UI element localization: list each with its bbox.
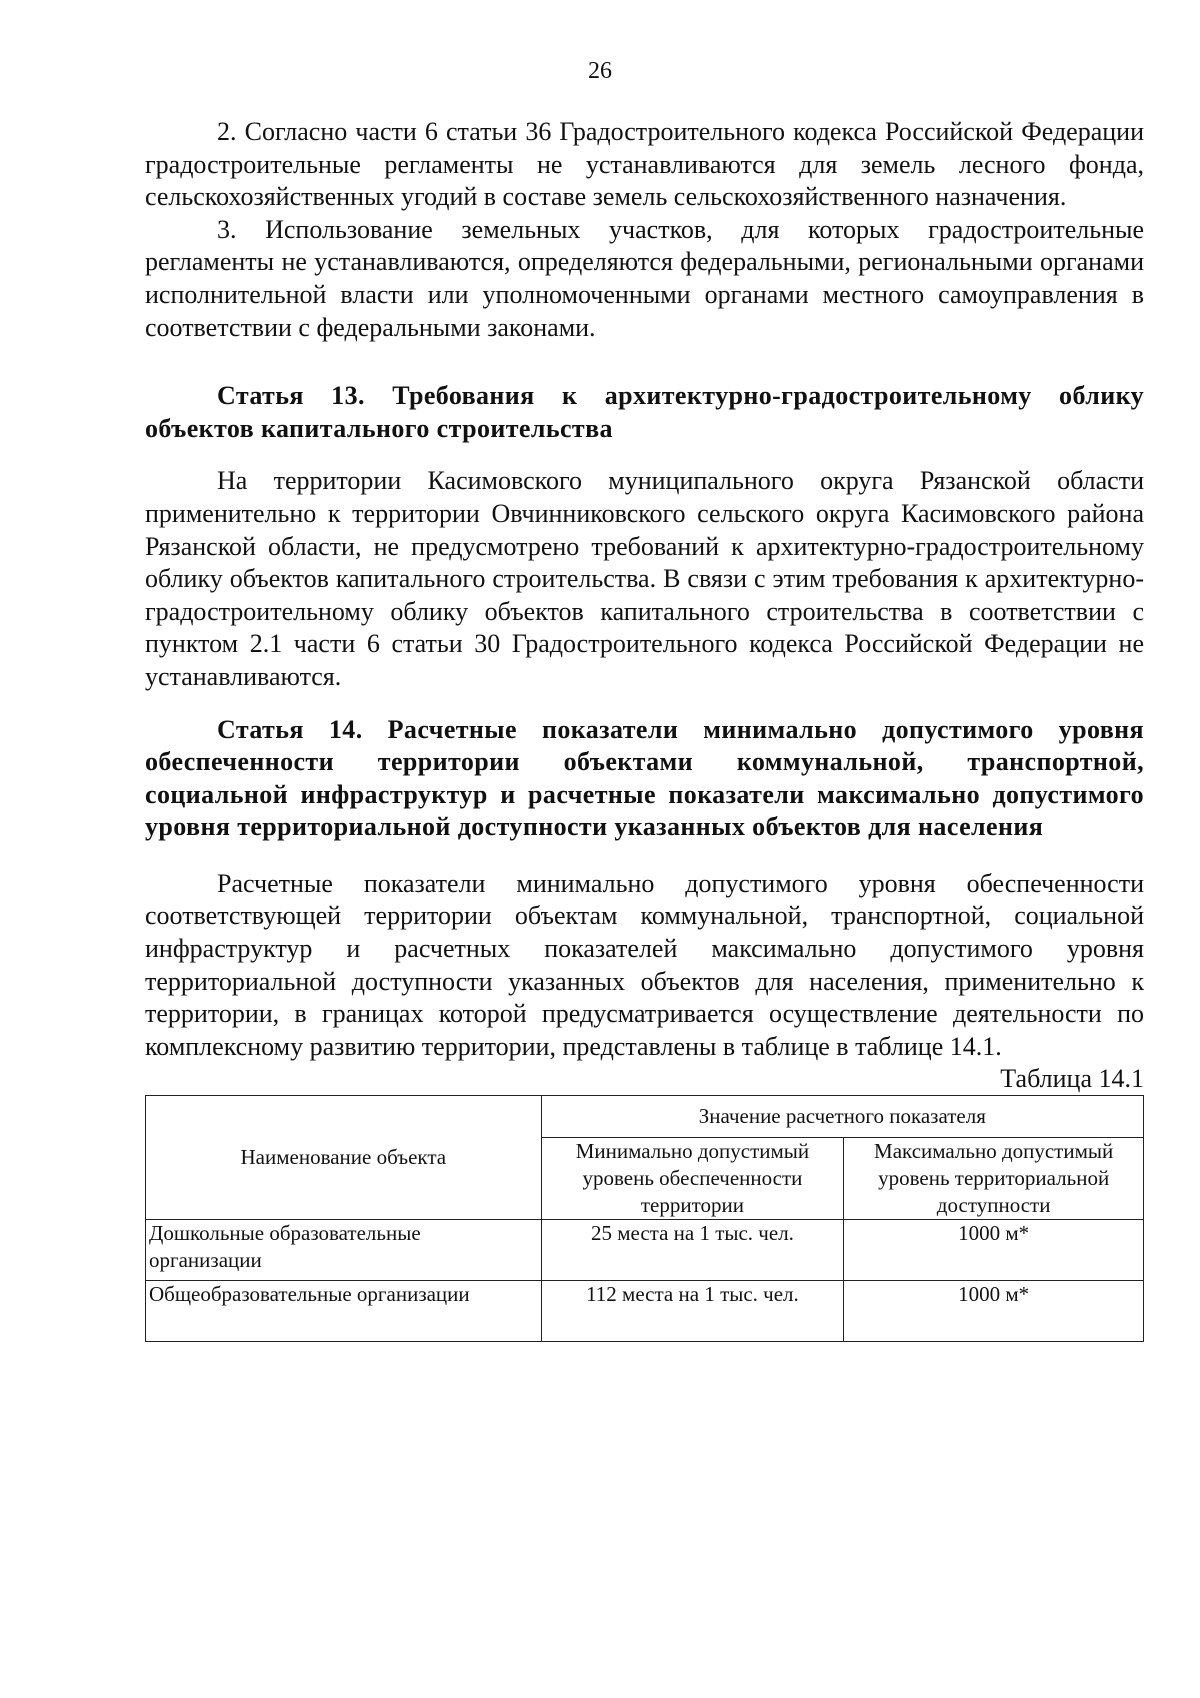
paragraph-2: 2. Согласно части 6 статьи 36 Градостроительного кодекса Российской Федерации градостроительные регламенты не устанавливаются для земель лесного фонда, сельскохозяйственных угодий в составе земель сельскохозяйственного назначения. [145,117,1144,212]
cell-min-value: 25 места на 1 тыс. чел. [541,1220,844,1281]
document-body [145,116,1144,1342]
paragraph-3: 3. Использование земельных участков, для которых градостроительные регламенты не устанавливаются, определяются федеральными, региональными органами исполнительной власти или уполномоченными органами местного самоуправления в соответствии с федеральными законами. [145,214,1144,342]
article-14-heading: Статья 14. Расчетные показатели минимально допустимого уровня обеспеченности территории объектами коммунальной, транспортной, социальной инфраструктур и расчетные показатели максимально допустимого уровня территориальной доступности указанных объектов для населения [145,714,1144,842]
cell-object-name: Дошкольные образовательные организации [146,1220,542,1281]
indicators-table [145,1095,1144,1342]
header-max-level: Максимально допустимый уровень территориальной доступности [844,1138,1144,1220]
cell-object-name: Общеобразовательные организации [146,1281,542,1342]
cell-min-value: 112 места на 1 тыс. чел. [541,1281,844,1342]
header-min-level: Минимально допустимый уровень обеспеченности территории [541,1138,844,1220]
article-13-heading: Статья 13. Требования к архитектурно-градостроительному облику объектов капитального строительства [145,381,1144,443]
cell-max-value: 1000 м* [844,1281,1144,1342]
table-caption: Таблица 14.1 [1000,1064,1144,1094]
table-header-row [146,1096,1144,1138]
cell-max-value: 1000 м* [844,1220,1144,1281]
header-object-name: Наименование объекта [146,1096,542,1220]
page-number: 26 [588,58,612,84]
table-row [146,1220,1144,1281]
table-row [146,1281,1144,1342]
article-14-text: Расчетные показатели минимально допустимого уровня обеспеченности соответствующей территории объектам коммунальной, транспортной, социальной инфраструктур и расчетных показателей максимально допустимого уровня территориальной доступности указанных объектов для населения, применительно к территории, в границах которой предусматривается осуществление деятельности по комплексному развитию территории, представлены в таблице в таблице 14.1. [145,868,1144,1061]
article-13-text: На территории Касимовского муниципального округа Рязанской области применительно к территории Овчинниковского сельского округа Касимовского района Рязанской области, не предусмотрено требований к архитектурно-градостроительному облику объектов капитального строительства. В связи с этим требования к архитектурно-градостроительному облику объектов капитального строительства в соответствии с пунктом 2.1 части 6 статьи 30 Градостроительного кодекса Российской Федерации не устанавливаются. [145,466,1144,691]
header-indicator-value: Значение расчетного показателя [541,1096,1143,1138]
